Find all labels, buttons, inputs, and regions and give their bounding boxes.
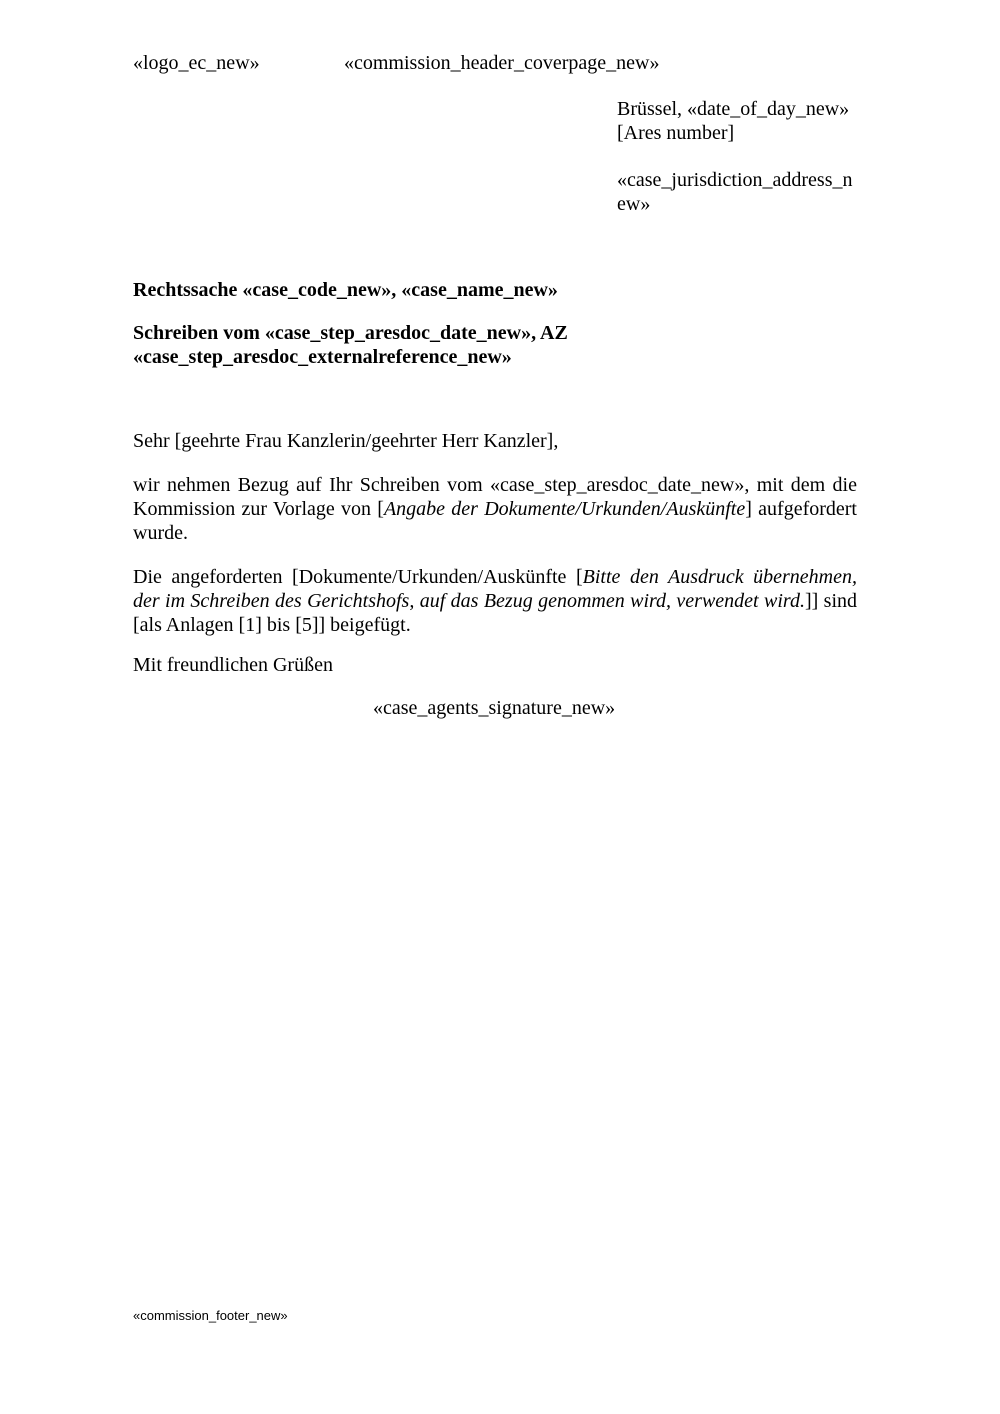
closing: Mit freundlichen Grüßen [133,654,333,676]
case-subject: Rechtssache «case_code_new», «case_name_new» [133,279,558,301]
ares-number: [Ares number] [617,122,735,144]
logo-placeholder: «logo_ec_new» [133,52,260,74]
jurisdiction-address-line2: ew» [617,193,651,215]
signature-placeholder: «case_agents_signature_new» [373,697,616,719]
place-date: Brüssel, «date_of_day_new» [617,98,850,120]
paragraph-1-italic: Angabe der Dokumente/Urkunden/Auskünfte [383,498,746,520]
jurisdiction-address-line1: «case_jurisdiction_address_n [617,169,853,191]
paragraph-1-text-a: wir nehmen Bezug auf Ihr Schreiben vom «case_step_aresdoc_date_new», mit dem die Kommission zur Vorlage von [ [133,474,857,520]
letter-reference-line1: Schreiben vom «case_step_aresdoc_date_new», AZ [133,322,568,344]
letter-reference-line2: «case_step_aresdoc_externalreference_new» [133,346,512,368]
salutation: Sehr [geehrte Frau Kanzlerin/geehrter Herr Kanzler], [133,430,559,452]
paragraph-1-text-b: ] aufgefordert wurde. [133,498,857,544]
paragraph-1 [133,473,857,545]
paragraph-2-italic: Bitte den Ausdruck übernehmen, der im Schreiben des Gerichtshofs, auf das Bezug genommen wird, verwendet wird. [133,566,857,612]
paragraph-2 [133,565,857,637]
commission-header-placeholder: «commission_header_coverpage_new» [344,52,660,74]
paragraph-2-text-a: Die angeforderten [Dokumente/Urkunden/Auskünfte [ [133,566,583,588]
commission-footer-placeholder: «commission_footer_new» [133,1308,288,1323]
paragraph-2-text-b: ]] sind [als Anlagen [1] bis [5]] beigefügt. [133,590,857,636]
